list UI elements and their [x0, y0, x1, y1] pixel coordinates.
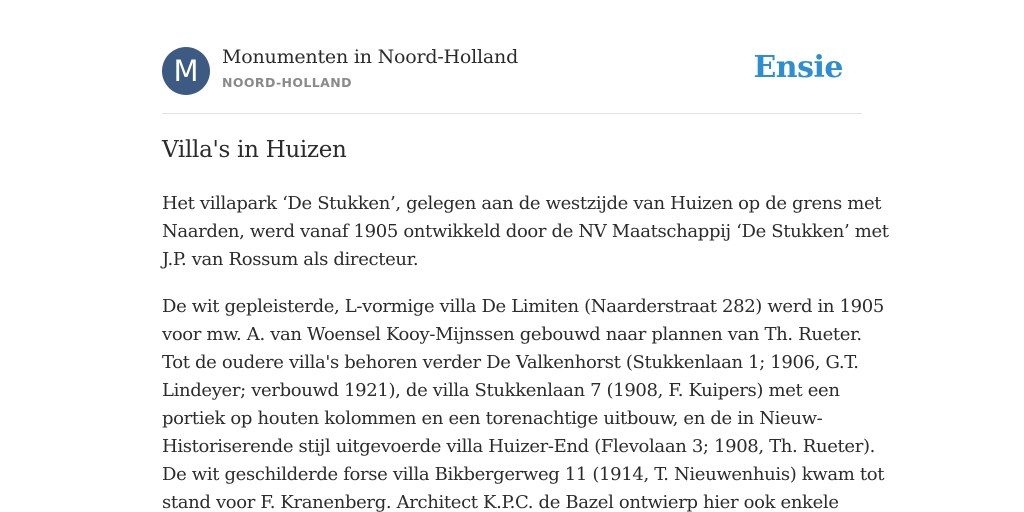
source-avatar[interactable]: M — [162, 47, 210, 95]
paragraph-line: J.P. van Rossum als directeur. — [162, 249, 419, 270]
paragraph-line: voor mw. A. van Woensel Kooy-Mijnssen gebouwd naar plannen van Th. Rueter. — [162, 324, 862, 345]
paragraph-1 — [162, 190, 889, 274]
source-header — [162, 46, 862, 96]
article-title: Villa's in Huizen — [162, 137, 347, 163]
ensie-logo[interactable]: Ensie — [753, 50, 843, 85]
paragraph-line: Tot de oudere villa's behoren verder De Valkenhorst (Stukkenlaan 1; 1906, G.T. — [162, 352, 859, 373]
paragraph-line: Het villapark ‘De Stukken’, gelegen aan de westzijde van Huizen op de grens met — [162, 193, 882, 214]
source-subtitle: NOORD-HOLLAND — [222, 75, 352, 90]
paragraph-line: Naarden, werd vanaf 1905 ontwikkeld door de NV Maatschappij ‘De Stukken’ met — [162, 221, 889, 242]
source-title-link[interactable]: Monumenten in Noord-Holland — [222, 46, 519, 68]
paragraph-line: stand voor F. Kranenberg. Architect K.P.C. de Bazel ontwierp hier ook enkele — [162, 492, 839, 512]
paragraph-line: De wit geschilderde forse villa Bikbergerweg 11 (1914, T. Nieuwenhuis) kwam tot — [162, 464, 885, 485]
paragraph-line: portiek op houten kolommen en een torenachtige uitbouw, en de in Nieuw- — [162, 408, 823, 429]
paragraph-line: De wit gepleisterde, L-vormige villa De Limiten (Naarderstraat 282) werd in 1905 — [162, 296, 884, 317]
paragraph-line: Historiserende stijl uitgevoerde villa Huizer-End (Flevolaan 3; 1908, Th. Rueter). — [162, 436, 876, 457]
article-body — [162, 190, 889, 512]
paragraph-2 — [162, 293, 885, 512]
header-divider — [162, 113, 862, 114]
paragraph-line: Lindeyer; verbouwd 1921), de villa Stukkenlaan 7 (1908, F. Kuipers) met een — [162, 380, 840, 401]
